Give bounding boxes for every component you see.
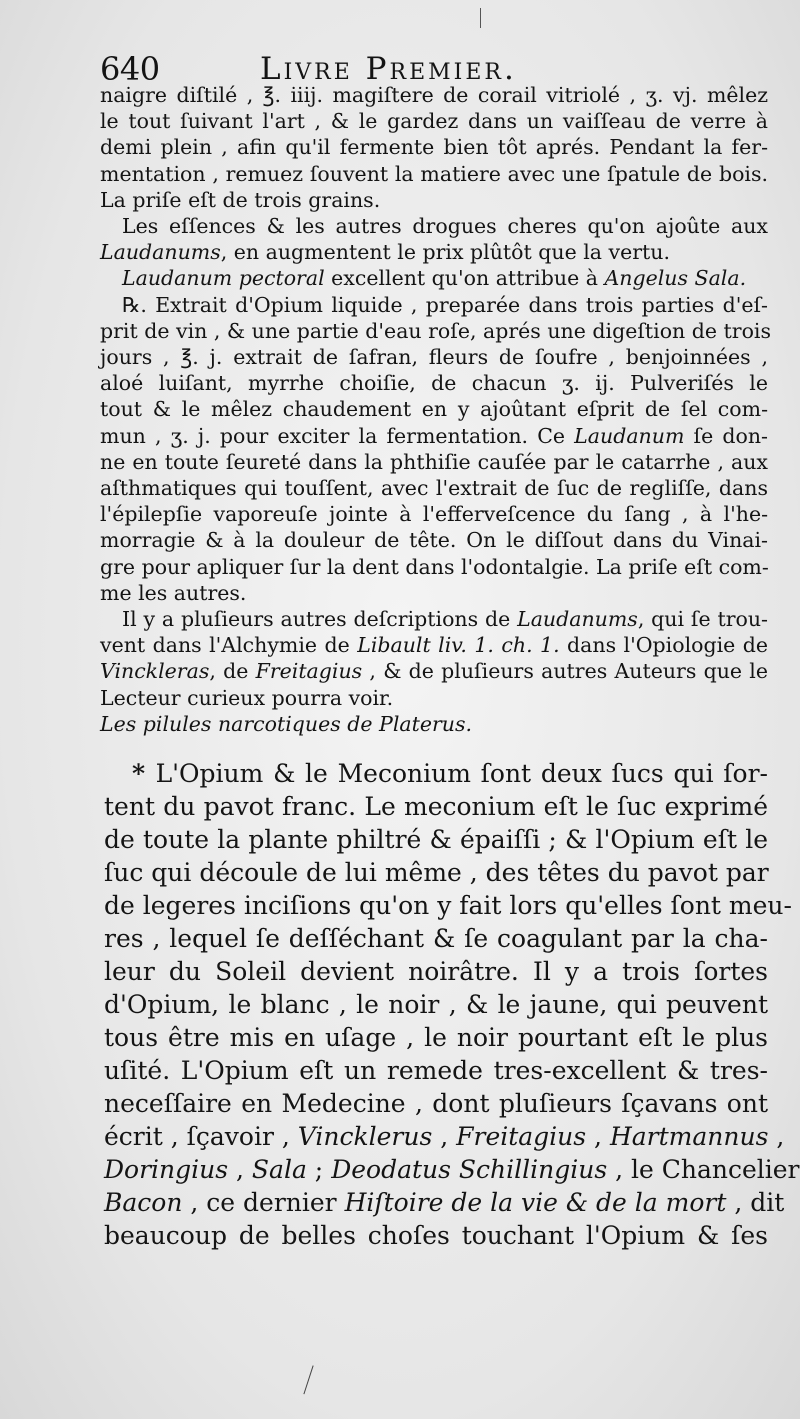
text-segment: , (228, 1155, 252, 1184)
italic-text: Vincklerus (297, 1122, 433, 1151)
large-text-line (104, 1153, 800, 1186)
text-line: Lecteur curieux pourra voir. (100, 685, 394, 710)
italic-text: Libault liv. 1. ch. 1. (357, 633, 560, 658)
large-text-line: leur du Soleil devient noirâtre. Il y a trois ſortes (104, 957, 768, 986)
large-text-line: tous être mis en uſage , le noir pourtant eſt le plus (104, 1023, 768, 1052)
text-line (100, 239, 768, 265)
large-text-line: tent du pavot franc. Le meconium eſt le ſuc exprimé (104, 792, 768, 821)
text-segment: dans l'Opiologie de (559, 633, 768, 658)
text-line (100, 265, 768, 291)
large-print-block (104, 757, 800, 1252)
text-line: gre pour apliquer ſur la dent dans l'odontalgie. La priſe eſt com- (100, 554, 769, 579)
print-mark-bottom (303, 1365, 314, 1394)
text-segment: , de (209, 659, 256, 684)
italic-text: Sala (251, 1155, 307, 1184)
text-segment: , ce dernier (182, 1188, 345, 1217)
text-segment: , qui ſe trou- (637, 607, 768, 632)
text-line: tout & le mêlez chaudement en y ajoûtant eſprit de ſel com- (100, 397, 768, 422)
large-text-line: neceſſaire en Medecine , dont pluſieurs ſçavans ont (104, 1089, 768, 1118)
italic-text: Deodatus Schillingius (331, 1155, 608, 1184)
text-line: jours , ℥. j. extrait de ſafran, fleurs de ſoufre , benjoinnées , (100, 345, 768, 370)
text-line: me les autres. (100, 580, 247, 605)
page-number: 640 (100, 50, 160, 88)
text-segment: , en augmentent le prix plûtôt que la vertu. (220, 240, 670, 265)
large-text-line: d'Opium, le blanc , le noir , & le jaune, qui peuvent (104, 990, 768, 1019)
text-line: morragie & à la douleur de tête. On le diſſout dans du Vinai- (100, 528, 768, 553)
text-line: Les eſſences & les autres drogues cheres qu'on ajoûte aux (122, 214, 768, 239)
text-line: prit de vin , & une partie d'eau roſe, aprés une digeſtion de trois (100, 318, 771, 343)
text-line: La priſe eſt de trois grains. (100, 187, 381, 212)
text-segment: vent dans l'Alchymie de (100, 633, 358, 658)
large-text-line: de toute la plante philtré & épaiſſi ; & l'Opium eſt le (104, 825, 768, 854)
italic-text: Bacon (104, 1188, 183, 1217)
italic-text: Laudanums (517, 607, 638, 632)
text-line (100, 606, 768, 632)
italic-text: Laudanum (574, 423, 685, 448)
small-print-block (100, 82, 771, 737)
italic-text: Freitagius (456, 1122, 587, 1151)
text-line: le tout ſuivant l'art , & le gardez dans un vaiſſeau de verre à (100, 109, 768, 134)
print-mark-top (480, 8, 482, 28)
italic-text: Hiſtoire de la vie & de la mort (344, 1188, 727, 1217)
large-text-line: res , lequel ſe deſſéchant & ſe coagulant par la cha- (104, 924, 768, 953)
text-line (100, 632, 768, 658)
text-line (100, 711, 768, 737)
text-segment: , (432, 1122, 457, 1151)
italic-text: Laudanums (100, 240, 221, 265)
text-line: mentation , remuez ſouvent la matiere avec une ſpatule de bois. (100, 161, 768, 186)
text-line: aloé luiſant, myrrhe choiſie, de chacun ʒ. ij. Pulveriſés le (100, 371, 768, 396)
text-segment: mun , ʒ. j. pour exciter la fermentation. Ce (100, 423, 575, 448)
italic-text: Laudanum pectoral (122, 266, 325, 291)
large-text-line (104, 757, 768, 790)
text-segment: , (586, 1122, 610, 1151)
italic-text: Hartmannus (609, 1122, 769, 1151)
text-segment: , dit (726, 1188, 785, 1217)
large-text-line: ſuc qui découle de lui même , des têtes du pavot par (104, 858, 769, 887)
large-text-line (104, 1120, 785, 1153)
text-line: demi plein , afin qu'il fermente bien tôt aprés. Pendant la fer- (100, 135, 768, 160)
italic-text: Freitagius (255, 659, 363, 684)
text-line: aſthmatiques qui touſſent, avec l'extrait de ſuc de regliſſe, dans (100, 476, 768, 501)
text-segment: écrit , ſçavoir , (104, 1122, 298, 1151)
large-text-line: de legeres inciſions qu'on y fait lors qu'elles ſont meu- (104, 891, 792, 920)
large-text-line: uſité. L'Opium eſt un remede tres-excellent & tres- (104, 1056, 768, 1085)
text-line (100, 423, 768, 449)
text-segment: , (768, 1122, 785, 1151)
large-text-line (104, 1186, 785, 1219)
italic-text: Vinckleras (100, 659, 210, 684)
text-line: l'épilepſie vaporeuſe jointe à l'efferveſcence du ſang , à l'he- (100, 502, 768, 527)
italic-text: Angelus Sala. (604, 266, 747, 291)
text-segment: Il y a pluſieurs autres deſcriptions de (122, 607, 518, 632)
running-title: Livre Premier. (260, 51, 517, 87)
text-segment: ; (306, 1155, 332, 1184)
text-segment: excellent qu'on attribue à (324, 266, 605, 291)
large-text-line: beaucoup de belles choſes touchant l'Opium & ſes (104, 1221, 768, 1250)
text-line (100, 658, 768, 684)
text-segment: * (132, 759, 156, 788)
text-line: ℞. Extrait d'Opium liquide , preparée dans trois parties d'eſ- (122, 292, 768, 317)
text-segment: , le Chancelier (607, 1155, 800, 1184)
text-segment: L'Opium & le Meconium ſont deux ſucs qui ſor- (155, 759, 768, 788)
italic-text: Les pilules narcotiques de Platerus. (100, 711, 473, 736)
text-segment: , & de pluſieurs autres Auteurs que le (362, 659, 768, 684)
text-segment: ſe don- (684, 423, 768, 448)
italic-text: Doringius (104, 1155, 229, 1184)
text-line: ne en toute ſeureté dans la phthiſie cauſée par le catarrhe , aux (100, 449, 768, 474)
text-line: naigre diſtilé , ℥. iiij. magiſtere de corail vitriolé , ʒ. vj. mêlez (100, 83, 768, 107)
